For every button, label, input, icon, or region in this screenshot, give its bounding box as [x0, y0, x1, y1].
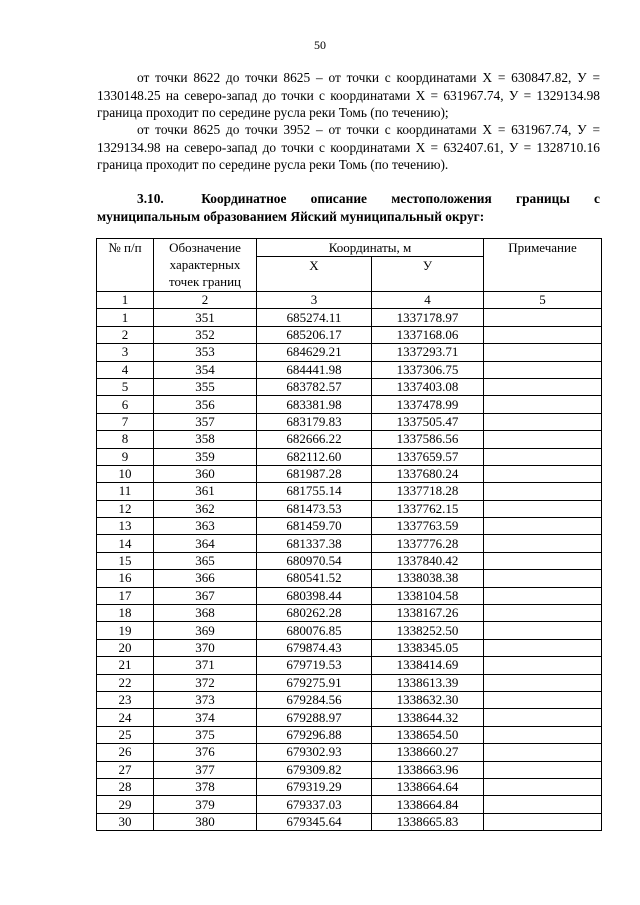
- cell-note: [484, 413, 602, 430]
- table-row: [97, 691, 602, 708]
- cell-x: 679719.53: [257, 657, 372, 674]
- table-row: [97, 726, 602, 743]
- cell-note: [484, 552, 602, 569]
- cell-x: 685274.11: [257, 309, 372, 326]
- cell-designation: 365: [154, 552, 257, 569]
- cell-note: [484, 639, 602, 656]
- cell-x: 679275.91: [257, 674, 372, 691]
- cell-designation: 359: [154, 448, 257, 465]
- table-row: [97, 639, 602, 656]
- cell-num: 23: [97, 691, 154, 708]
- cell-designation: 362: [154, 500, 257, 517]
- cell-designation: 368: [154, 605, 257, 622]
- cell-y: 1337762.15: [372, 500, 484, 517]
- cell-num: 18: [97, 605, 154, 622]
- cell-y: 1338664.64: [372, 778, 484, 795]
- cell-note: [484, 378, 602, 395]
- column-number: 1: [97, 292, 154, 309]
- table-body: [97, 292, 602, 831]
- cell-num: 24: [97, 709, 154, 726]
- cell-x: 679296.88: [257, 726, 372, 743]
- cell-designation: 357: [154, 413, 257, 430]
- table-row: [97, 396, 602, 413]
- table-row: [97, 796, 602, 813]
- table-row: [97, 431, 602, 448]
- cell-x: 679309.82: [257, 761, 372, 778]
- cell-num: 27: [97, 761, 154, 778]
- cell-num: 1: [97, 309, 154, 326]
- cell-note: [484, 448, 602, 465]
- cell-y: 1337659.57: [372, 448, 484, 465]
- cell-note: [484, 500, 602, 517]
- cell-x: 679302.93: [257, 744, 372, 761]
- cell-designation: 361: [154, 483, 257, 500]
- cell-x: 680262.28: [257, 605, 372, 622]
- cell-designation: 378: [154, 778, 257, 795]
- section-number: 3.10.: [137, 191, 164, 206]
- cell-designation: 369: [154, 622, 257, 639]
- cell-x: 681987.28: [257, 465, 372, 482]
- cell-note: [484, 761, 602, 778]
- cell-x: 679337.03: [257, 796, 372, 813]
- table-row: [97, 309, 602, 326]
- paragraph-2: [97, 121, 600, 174]
- cell-designation: 360: [154, 465, 257, 482]
- cell-num: 11: [97, 483, 154, 500]
- cell-y: 1338632.30: [372, 691, 484, 708]
- cell-y: 1338654.50: [372, 726, 484, 743]
- cell-x: 681459.70: [257, 518, 372, 535]
- column-number: 4: [372, 292, 484, 309]
- cell-x: 680541.52: [257, 570, 372, 587]
- table-row: [97, 552, 602, 569]
- table-header-row: [97, 239, 602, 257]
- cell-note: [484, 709, 602, 726]
- cell-designation: 379: [154, 796, 257, 813]
- cell-note: [484, 778, 602, 795]
- cell-designation: 352: [154, 326, 257, 343]
- paragraph-1-text: от точки 8622 до точки 8625 – от точки с координатами Х = 630847.82, У = 1330148.25 на северо-запад до точки с координатами Х = 631967.74, У = 1329134.98 граница проходит по середине русла реки Томь (по течению);: [97, 70, 600, 120]
- cell-designation: 355: [154, 378, 257, 395]
- cell-note: [484, 674, 602, 691]
- cell-y: 1337293.71: [372, 344, 484, 361]
- cell-note: [484, 605, 602, 622]
- cell-num: 6: [97, 396, 154, 413]
- cell-y: 1337776.28: [372, 535, 484, 552]
- cell-x: 684441.98: [257, 361, 372, 378]
- cell-x: 682666.22: [257, 431, 372, 448]
- cell-note: [484, 726, 602, 743]
- cell-y: 1338613.39: [372, 674, 484, 691]
- cell-num: 15: [97, 552, 154, 569]
- table-row: [97, 657, 602, 674]
- cell-x: 683179.83: [257, 413, 372, 430]
- page-number: 50: [314, 38, 326, 52]
- cell-x: 682112.60: [257, 448, 372, 465]
- cell-note: [484, 483, 602, 500]
- cell-note: [484, 796, 602, 813]
- column-number: 3: [257, 292, 372, 309]
- cell-note: [484, 344, 602, 361]
- table-row: [97, 674, 602, 691]
- cell-num: 12: [97, 500, 154, 517]
- cell-x: 683381.98: [257, 396, 372, 413]
- cell-x: 681473.53: [257, 500, 372, 517]
- cell-y: 1338664.84: [372, 796, 484, 813]
- cell-designation: 376: [154, 744, 257, 761]
- cell-num: 4: [97, 361, 154, 378]
- cell-num: 26: [97, 744, 154, 761]
- cell-num: 16: [97, 570, 154, 587]
- cell-y: 1337505.47: [372, 413, 484, 430]
- cell-num: 2: [97, 326, 154, 343]
- table-row: [97, 483, 602, 500]
- paragraph-1: [97, 69, 600, 122]
- cell-y: 1338038.38: [372, 570, 484, 587]
- cell-designation: 356: [154, 396, 257, 413]
- table-row: [97, 378, 602, 395]
- cell-y: 1338644.32: [372, 709, 484, 726]
- cell-note: [484, 622, 602, 639]
- table-row: [97, 587, 602, 604]
- cell-designation: 358: [154, 431, 257, 448]
- cell-x: 681337.38: [257, 535, 372, 552]
- cell-x: 680076.85: [257, 622, 372, 639]
- cell-x: 679288.97: [257, 709, 372, 726]
- cell-y: 1337763.59: [372, 518, 484, 535]
- table-row: [97, 622, 602, 639]
- cell-x: 679319.29: [257, 778, 372, 795]
- cell-y: 1338660.27: [372, 744, 484, 761]
- cell-num: 13: [97, 518, 154, 535]
- cell-designation: 363: [154, 518, 257, 535]
- cell-y: 1337586.56: [372, 431, 484, 448]
- cell-num: 29: [97, 796, 154, 813]
- section-title: Координатное описание местоположения границы с муниципальным образованием Яйский муниципальный округ:: [97, 191, 600, 224]
- cell-x: 679874.43: [257, 639, 372, 656]
- table-row: [97, 570, 602, 587]
- cell-num: 9: [97, 448, 154, 465]
- cell-designation: 372: [154, 674, 257, 691]
- cell-designation: 366: [154, 570, 257, 587]
- cell-note: [484, 396, 602, 413]
- header-num: № п/п: [97, 239, 154, 292]
- cell-note: [484, 587, 602, 604]
- cell-y: 1338104.58: [372, 587, 484, 604]
- table-row: [97, 761, 602, 778]
- cell-y: 1338252.50: [372, 622, 484, 639]
- cell-designation: 367: [154, 587, 257, 604]
- cell-y: 1338345.05: [372, 639, 484, 656]
- cell-designation: 373: [154, 691, 257, 708]
- cell-note: [484, 691, 602, 708]
- header-y: У: [372, 257, 484, 292]
- table-row: [97, 500, 602, 517]
- cell-num: 3: [97, 344, 154, 361]
- cell-y: 1337718.28: [372, 483, 484, 500]
- table-row: [97, 813, 602, 830]
- cell-designation: 364: [154, 535, 257, 552]
- cell-num: 25: [97, 726, 154, 743]
- cell-x: 683782.57: [257, 378, 372, 395]
- cell-num: 19: [97, 622, 154, 639]
- cell-y: 1337168.06: [372, 326, 484, 343]
- table-row: [97, 413, 602, 430]
- cell-num: 30: [97, 813, 154, 830]
- cell-y: 1337478.99: [372, 396, 484, 413]
- cell-num: 22: [97, 674, 154, 691]
- coordinates-table: [96, 238, 602, 831]
- cell-designation: 354: [154, 361, 257, 378]
- cell-note: [484, 326, 602, 343]
- cell-y: 1337403.08: [372, 378, 484, 395]
- header-note: Примечание: [484, 239, 602, 292]
- cell-y: 1338414.69: [372, 657, 484, 674]
- cell-x: 679345.64: [257, 813, 372, 830]
- cell-x: 685206.17: [257, 326, 372, 343]
- cell-y: 1337178.97: [372, 309, 484, 326]
- cell-y: 1337840.42: [372, 552, 484, 569]
- column-number: 5: [484, 292, 602, 309]
- cell-note: [484, 309, 602, 326]
- cell-x: 680970.54: [257, 552, 372, 569]
- cell-designation: 353: [154, 344, 257, 361]
- cell-x: 681755.14: [257, 483, 372, 500]
- cell-designation: 377: [154, 761, 257, 778]
- cell-note: [484, 744, 602, 761]
- cell-note: [484, 518, 602, 535]
- column-numbers-row: [97, 292, 602, 309]
- cell-designation: 380: [154, 813, 257, 830]
- cell-x: 684629.21: [257, 344, 372, 361]
- table-row: [97, 744, 602, 761]
- cell-num: 21: [97, 657, 154, 674]
- cell-designation: 375: [154, 726, 257, 743]
- table-row: [97, 709, 602, 726]
- cell-note: [484, 570, 602, 587]
- header-coords: Координаты, м: [257, 239, 484, 257]
- table-row: [97, 344, 602, 361]
- table-row: [97, 361, 602, 378]
- cell-y: 1337680.24: [372, 465, 484, 482]
- table-row: [97, 448, 602, 465]
- cell-note: [484, 465, 602, 482]
- cell-num: 14: [97, 535, 154, 552]
- cell-x: 680398.44: [257, 587, 372, 604]
- cell-note: [484, 361, 602, 378]
- table-row: [97, 326, 602, 343]
- cell-y: 1337306.75: [372, 361, 484, 378]
- cell-note: [484, 813, 602, 830]
- table-row: [97, 605, 602, 622]
- table-row: [97, 778, 602, 795]
- cell-designation: 374: [154, 709, 257, 726]
- column-number: 2: [154, 292, 257, 309]
- cell-num: 20: [97, 639, 154, 656]
- table-row: [97, 465, 602, 482]
- cell-num: 7: [97, 413, 154, 430]
- cell-x: 679284.56: [257, 691, 372, 708]
- cell-designation: 351: [154, 309, 257, 326]
- cell-y: 1338665.83: [372, 813, 484, 830]
- cell-num: 28: [97, 778, 154, 795]
- cell-designation: 371: [154, 657, 257, 674]
- header-x: Х: [257, 257, 372, 292]
- cell-num: 17: [97, 587, 154, 604]
- cell-num: 10: [97, 465, 154, 482]
- cell-designation: 370: [154, 639, 257, 656]
- cell-note: [484, 431, 602, 448]
- cell-num: 8: [97, 431, 154, 448]
- section-heading: [97, 190, 600, 226]
- cell-note: [484, 657, 602, 674]
- cell-y: 1338663.96: [372, 761, 484, 778]
- table-row: [97, 518, 602, 535]
- header-designation: Обозначение характерных точек границ: [154, 239, 257, 292]
- table-row: [97, 535, 602, 552]
- cell-num: 5: [97, 378, 154, 395]
- cell-y: 1338167.26: [372, 605, 484, 622]
- cell-note: [484, 535, 602, 552]
- paragraph-2-text: от точки 8625 до точки 3952 – от точки с координатами Х = 631967.74, У = 1329134.98 на северо-запад до точки с координатами Х = 632407.61, У = 1328710.16 граница проходит по середине русла реки Томь (по течению).: [97, 122, 600, 172]
